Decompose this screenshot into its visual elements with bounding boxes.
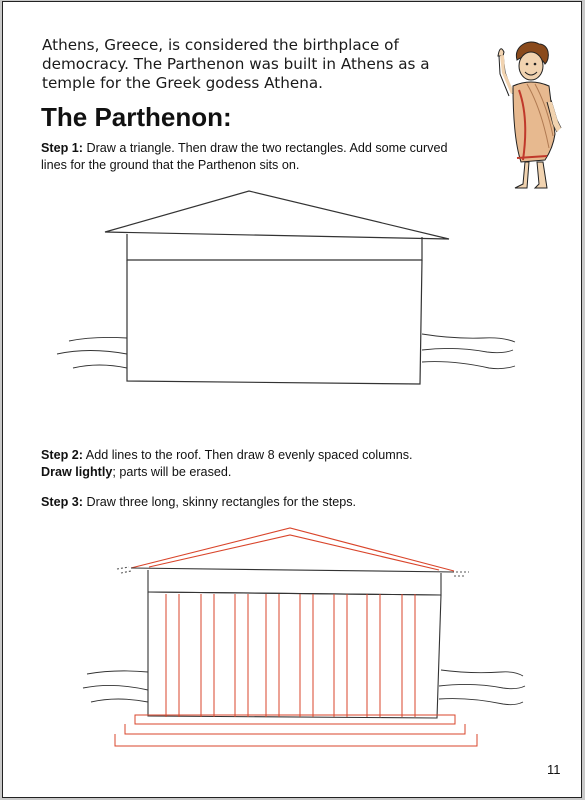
main-rectangle — [148, 592, 441, 718]
step-2-emphasis: Draw lightly — [41, 464, 113, 479]
roof-triangle-outer — [131, 528, 454, 571]
step-middle — [125, 724, 465, 734]
architrave-line — [148, 592, 441, 595]
frieze-rectangle — [148, 570, 441, 595]
step-bottom — [115, 734, 477, 746]
columns — [166, 594, 415, 717]
step-2-text-continued: ; parts will be erased. — [112, 464, 232, 479]
step-1-text: Draw a triangle. Then draw the two rectangles. Add some curved lines for the ground that the Parthenon sits on. — [41, 141, 448, 172]
steps — [115, 715, 477, 746]
ground-lines-right — [439, 670, 525, 705]
intro-paragraph: Athens, Greece, is considered the birthplace of democracy. The Parthenon was built in Athens as a temple for the Greek godess Athena. — [42, 36, 430, 92]
roof-tick-right — [454, 572, 469, 576]
roof-tick-left — [117, 567, 131, 573]
worksheet-page — [2, 1, 582, 798]
parthenon-drawing-step-2-3 — [3, 2, 582, 798]
step-2-label: Step 2: — [41, 448, 83, 462]
ground-lines-left — [83, 671, 148, 702]
column-2 — [201, 594, 214, 717]
page-number: 11 — [547, 762, 561, 777]
step-2-text: Add lines to the roof. Then draw 8 evenly spaced columns. — [83, 448, 413, 462]
roof-eave-line — [131, 568, 454, 572]
step-3-text: Draw three long, skinny rectangles for the steps. — [83, 495, 356, 509]
step-1-label: Step 1: — [41, 141, 83, 155]
page-title: The Parthenon: — [41, 102, 232, 132]
step-3-label: Step 3: — [41, 495, 83, 509]
